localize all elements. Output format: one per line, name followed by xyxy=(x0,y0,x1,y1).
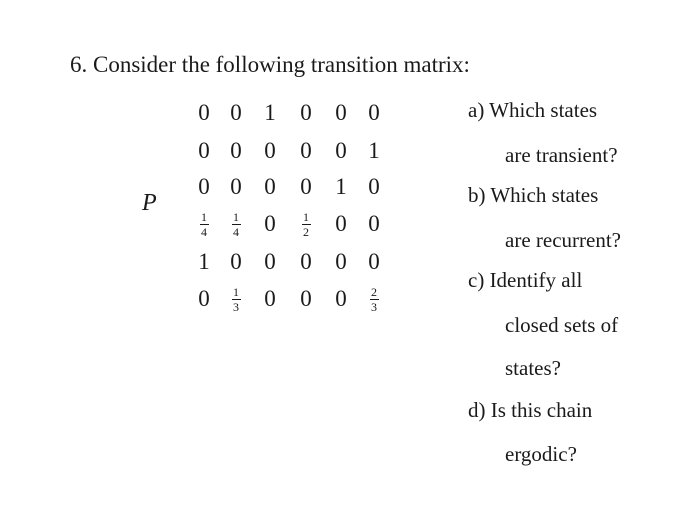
matrix-entry: 1 xyxy=(198,249,210,274)
fraction-numerator: 1 xyxy=(233,285,239,299)
fraction-denominator: 3 xyxy=(233,300,239,314)
matrix-entry: 0 xyxy=(264,211,276,236)
question-b-line-2: are recurrent? xyxy=(505,228,621,252)
matrix-entry: 0 xyxy=(300,249,312,274)
matrix-fraction xyxy=(226,211,246,238)
matrix-entry: 0 xyxy=(198,138,210,163)
fraction-numerator: 1 xyxy=(303,210,309,224)
matrix-entry: 1 xyxy=(335,174,347,199)
fraction-denominator: 4 xyxy=(233,225,239,239)
matrix-entry: 0 xyxy=(300,174,312,199)
fraction-numerator: 2 xyxy=(371,285,377,299)
question-c-line-3: states? xyxy=(505,356,561,380)
matrix-entry: 0 xyxy=(198,174,210,199)
matrix-entry: 0 xyxy=(335,138,347,163)
matrix-entry: 0 xyxy=(230,249,242,274)
fraction-numerator: 1 xyxy=(201,210,207,224)
question-d-line-2: ergodic? xyxy=(505,442,577,466)
matrix-entry: 0 xyxy=(230,174,242,199)
matrix-entry: 0 xyxy=(264,174,276,199)
matrix-entry: 0 xyxy=(264,286,276,311)
matrix-entry: 0 xyxy=(368,100,380,125)
question-c-line-2: closed sets of xyxy=(505,313,619,337)
matrix-entry: 0 xyxy=(230,100,242,125)
matrix-entry: 0 xyxy=(335,286,347,311)
matrix-symbol: P xyxy=(142,190,157,216)
question-c-line-1: c) Identify all xyxy=(468,268,583,292)
matrix-fraction xyxy=(296,211,316,238)
question-b-line-1: b) Which states xyxy=(468,183,599,207)
matrix-entry: 0 xyxy=(368,174,380,199)
matrix-fraction xyxy=(226,286,246,313)
matrix-entry: 0 xyxy=(335,211,347,236)
question-a-line-1: a) Which states xyxy=(468,98,598,122)
matrix-fraction xyxy=(364,286,384,313)
fraction-denominator: 3 xyxy=(371,300,377,314)
fraction-denominator: 2 xyxy=(303,225,309,239)
matrix-entry: 0 xyxy=(300,138,312,163)
matrix-entry: 1 xyxy=(264,100,276,125)
matrix-entry: 0 xyxy=(335,100,347,125)
question-a-line-2: are transient? xyxy=(505,143,618,167)
matrix-entry: 0 xyxy=(264,249,276,274)
matrix-entry: 0 xyxy=(368,249,380,274)
matrix-entry: 1 xyxy=(368,138,380,163)
fraction-numerator: 1 xyxy=(233,210,239,224)
matrix-entry: 0 xyxy=(300,286,312,311)
fraction-denominator: 4 xyxy=(201,225,207,239)
matrix-entry: 0 xyxy=(198,100,210,125)
problem-title: 6. Consider the following transition matrix: xyxy=(70,52,470,77)
question-d-line-1: d) Is this chain xyxy=(468,398,593,422)
matrix-entry: 0 xyxy=(300,100,312,125)
matrix-fraction xyxy=(194,211,214,238)
matrix-entry: 0 xyxy=(230,138,242,163)
matrix-entry: 0 xyxy=(264,138,276,163)
matrix-entry: 0 xyxy=(335,249,347,274)
matrix-entry: 0 xyxy=(368,211,380,236)
matrix-entry: 0 xyxy=(198,286,210,311)
